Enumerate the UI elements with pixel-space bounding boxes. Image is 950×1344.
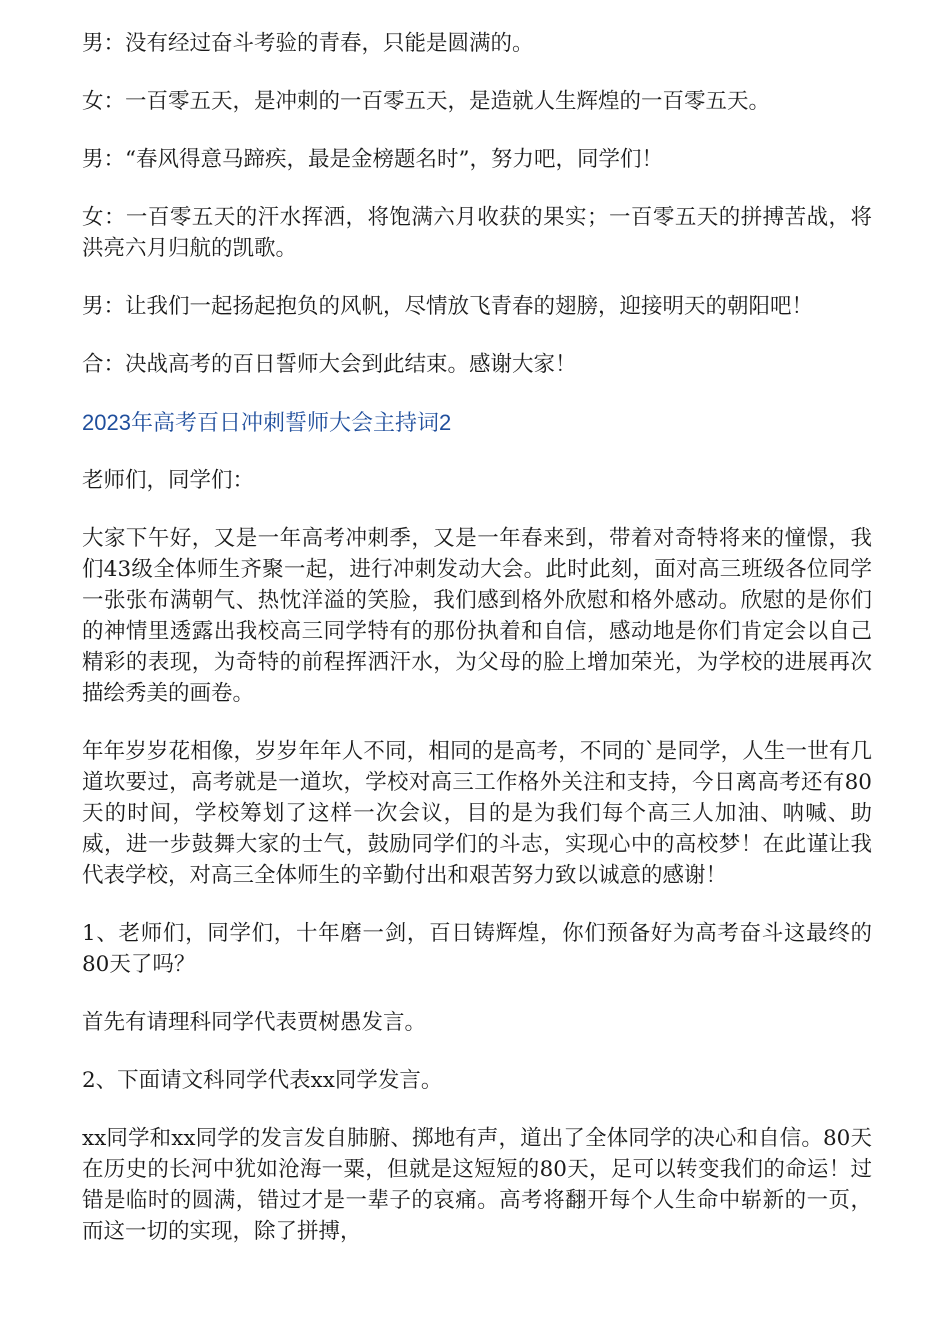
body-paragraph: 1、老师们，同学们，十年磨一剑，百日铸辉煌，你们预备好为高考奋斗这最终的80天了吗？ [82, 921, 872, 977]
body-paragraph: 2、下面请文科同学代表xx同学发言。 [82, 1068, 443, 1093]
greeting-paragraph: 老师们，同学们： [82, 468, 255, 493]
document-body [82, 28, 872, 1274]
dialogue-line-female: 女：一百零五天，是冲刺的一百零五天，是造就人生辉煌的一百零五天。 [82, 89, 771, 114]
dialogue-line-together: 合：决战高考的百日誓师大会到此结束。感谢大家！ [82, 352, 577, 377]
dialogue-line-female: 女：一百零五天的汗水挥洒，将饱满六月收获的果实；一百零五天的拼搏苦战，将洪亮六月归航的凯歌。 [82, 205, 872, 261]
body-paragraph: 年年岁岁花相像，岁岁年年人不同，相同的是高考，不同的`是同学，人生一世有几道坎要过，高考就是一道坎，学校对高三工作格外关注和支持，今日离高考还有80天的时间，学校筹划了这样一次会议，目的是为我们每个高三人加油、呐喊、助威，进一步鼓舞大家的士气，鼓励同学们的斗志，实现心中的高校梦！在此谨让我代表学校，对高三全体师生的辛勤付出和艰苦努力致以诚意的感谢！ [82, 739, 872, 888]
section-heading: 2023年高考百日冲刺誓师大会主持词2 [82, 410, 452, 435]
body-paragraph: 大家下午好，又是一年高考冲刺季，又是一年春来到，带着对奇特将来的憧憬，我们43级全体师生齐聚一起，进行冲刺发动大会。此时此刻，面对高三班级各位同学一张张布满朝气、热忱洋溢的笑脸，我们感到格外欣慰和格外感动。欣慰的是你们的神情里透露出我校高三同学特有的那份执着和自信，感动地是你们肯定会以自己精彩的表现，为奇特的前程挥洒汗水，为父母的脸上增加荣光，为学校的进展再次描绘秀美的画卷。 [82, 526, 872, 706]
body-paragraph: 首先有请理科同学代表贾树愚发言。 [82, 1010, 427, 1035]
dialogue-line-male: 男：没有经过奋斗考验的青春，只能是圆满的。 [82, 31, 534, 56]
body-paragraph: xx同学和xx同学的发言发自肺腑、掷地有声，道出了全体同学的决心和自信。80天在历史的长河中犹如沧海一粟，但就是这短短的80天，足可以转变我们的命运！过错是临时的圆满，错过才是一辈子的哀痛。高考将翻开每个人生命中崭新的一页，而这一切的实现，除了拼搏， [82, 1126, 872, 1244]
dialogue-line-male: 男：“春风得意马蹄疾，最是金榜题名时”，努力吧，同学们！ [82, 147, 663, 172]
dialogue-line-male: 男：让我们一起扬起抱负的风帆，尽情放飞青春的翅膀，迎接明天的朝阳吧！ [82, 294, 814, 319]
